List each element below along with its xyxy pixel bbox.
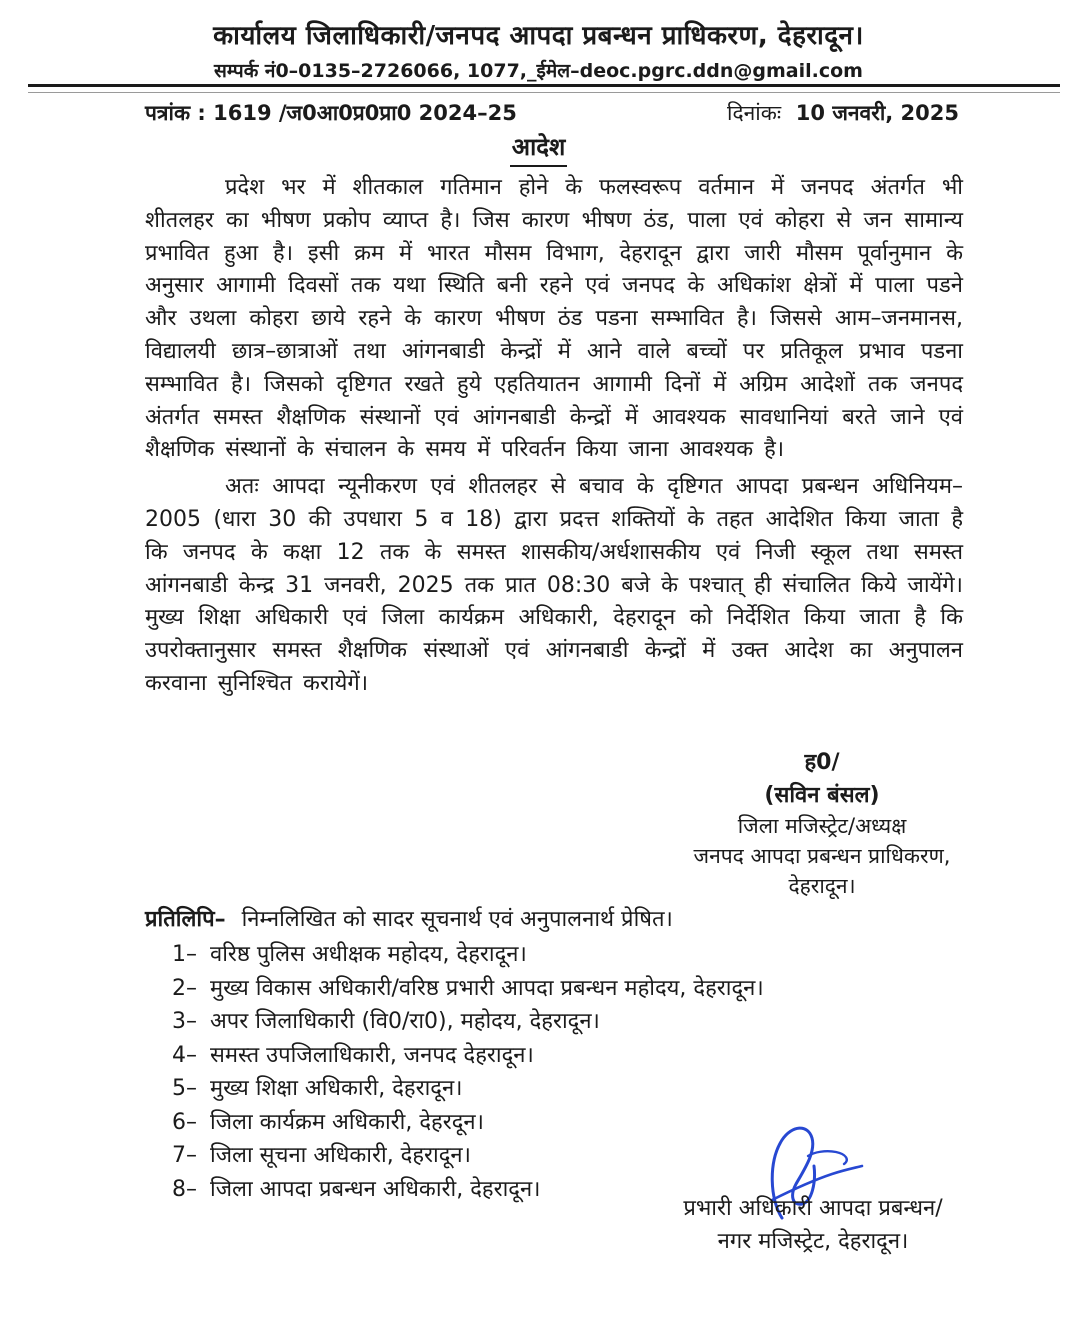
list-item-text: वरिष्ठ पुलिस अधीक्षक महोदय, देहरादून। <box>210 942 527 967</box>
copy-heading-label: प्रतिलिपि– <box>145 907 226 932</box>
list-item-text: जिला कार्यक्रम अधिकारी, देहरदून। <box>210 1109 484 1135</box>
list-item <box>172 1072 972 1106</box>
copy-heading-intro: निम्नलिखित को सादर सूचनार्थ एवं अनुपालनार्थ प्रेषित। <box>241 907 673 932</box>
list-item-text: मुख्य शिक्षा अधिकारी, देहरादून। <box>210 1076 463 1101</box>
signed-marker: ह0/ <box>804 750 840 775</box>
list-item-text: मुख्य विकास अधिकारी/वरिष्ठ प्रभारी आपदा प्रबन्धन महोदय, देहरादून। <box>210 975 764 1001</box>
letter-date <box>727 99 959 127</box>
copy-heading-row <box>145 903 975 933</box>
office-title: कार्यालय जिलाधिकारी/जनपद आपदा प्रबन्धन प्राधिकरण, देहरादून। <box>213 21 864 51</box>
header-divider-thin <box>28 92 1060 93</box>
header-divider <box>28 84 1060 87</box>
body-paragraph-2: अतः आपदा न्यूनीकरण एवं शीतलहर से बचाव के दृष्टिगत आपदा प्रबन्धन अधिनियम–2005 (धारा 30 की उपधारा 5 व 18) द्वारा प्रदत्त शक्तियों के तहत आदेशित किया जाता है कि जनपद के कक्षा 12 तक के समस्त शासकीय/अर्धशासकीय एवं निजी स्कूल तथा समस्त आंगनबाडी केन्द्र 31 जनवरी, 2025 तक प्रात 08:30 बजे के पश्चात् ही संचालित किये जायेंगे। मुख्य शिक्षा अधिकारी एवं जिला कार्यक्रम अधिकारी, देहरादून को निर्देशित किया जाता है कि उपरोक्तानुसार समस्त शैक्षणिक संस्थाओं एवं आंगनबाडी केन्द्रों में उक्त आदेश का अनुपालन करवाना सुनिश्चित करायेगें। <box>145 474 963 696</box>
order-title-wrap <box>0 130 1077 167</box>
body-paragraph-1: प्रदेश भर में शीतकाल गतिमान होने के फलस्वरूप वर्तमान में जनपद अंतर्गत भी शीतलहर का भीषण प्रकोप व्याप्त है। जिस कारण भीषण ठंड, पाला एवं कोहरा से जन सामान्य प्रभावित हुआ है। इसी क्रम में भारत मौसम विभाग, देहरादून द्वारा जारी मौसम पूर्वानुमान के अनुसार आगामी दिवसों तक यथा स्थिति बनी रहने एवं जनपद के अधिकांश क्षेत्रों में पाला पडने और उथला कोहरा छाये रहने के कारण भीषण ठंड पडना सम्भावित है। जिससे आम–जनमानस, विद्यालयी छात्र–छात्राओं तथा आंगनबाडी केन्द्रों में आने वाले बच्चों पर प्रतिकूल प्रभाव पडना सम्भावित है। जिसको दृष्टिगत रखते हुये एहतियातन आगामी दिनों में अग्रिम आदेशों तक जनपद अंतर्गत समस्त शैक्षणिक संस्थानों एवं आंगनबाडी केन्द्रों में आवश्यक सावधानियां बरते जाने एवं शैक्षणिक संस्थानों के संचालन के समय में परिवर्तन किया जाना आवश्यक है। <box>145 175 963 463</box>
letter-number: पत्रांक : 1619 /ज0आ0प्र0प्रा0 2024–25 <box>145 101 517 125</box>
list-item-text: जिला सूचना अधिकारी, देहरादून। <box>210 1143 471 1168</box>
signatory-title-3: देहरादून। <box>788 874 856 898</box>
date-value: 10 जनवरी, 2025 <box>795 101 959 125</box>
signatory-title-2: जनपद आपदा प्रबन्धन प्राधिकरण, <box>693 844 951 868</box>
signatory-name: (सविन बंसल) <box>764 783 880 808</box>
list-item-number: 1– <box>172 942 197 967</box>
list-item-text: जिला आपदा प्रबन्धन अधिकारी, देहरादून। <box>210 1176 541 1202</box>
list-item-number: 2– <box>172 975 197 1001</box>
counter-signatory-block <box>648 1192 978 1258</box>
order-body <box>145 172 963 705</box>
contact-line: सम्पर्क नं0–0135–2726066, 1077,_ईमेल–deoc.pgrc.ddn@gmail.com <box>214 60 863 82</box>
signatory-block <box>672 748 972 901</box>
list-item-text: समस्त उपजिलाधिकारी, जनपद देहरादून। <box>210 1042 534 1068</box>
list-item-number: 3– <box>172 1009 197 1034</box>
list-item-number: 8– <box>172 1176 197 1202</box>
list-item-number: 4– <box>172 1042 197 1068</box>
order-title: आदेश <box>510 130 568 167</box>
list-item <box>172 938 972 972</box>
list-item-number: 6– <box>172 1109 197 1135</box>
list-item-number: 7– <box>172 1143 197 1168</box>
counter-signatory-line-2: नगर मजिस्ट्रेट, देहरादून। <box>717 1229 909 1254</box>
list-item <box>172 972 972 1006</box>
date-label: दिनांकः <box>727 101 782 125</box>
meta-row <box>145 99 959 129</box>
counter-signatory-line-1: प्रभारी अधिकारी आपदा प्रबन्धन/ <box>683 1196 943 1221</box>
list-item-text: अपर जिलाधिकारी (वि0/रा0), महोदय, देहरादून। <box>210 1009 600 1034</box>
list-item <box>172 1005 972 1039</box>
list-item <box>172 1039 972 1073</box>
signatory-title-1: जिला मजिस्ट्रेट/अध्यक्ष <box>737 814 907 838</box>
list-item-number: 5– <box>172 1076 197 1101</box>
